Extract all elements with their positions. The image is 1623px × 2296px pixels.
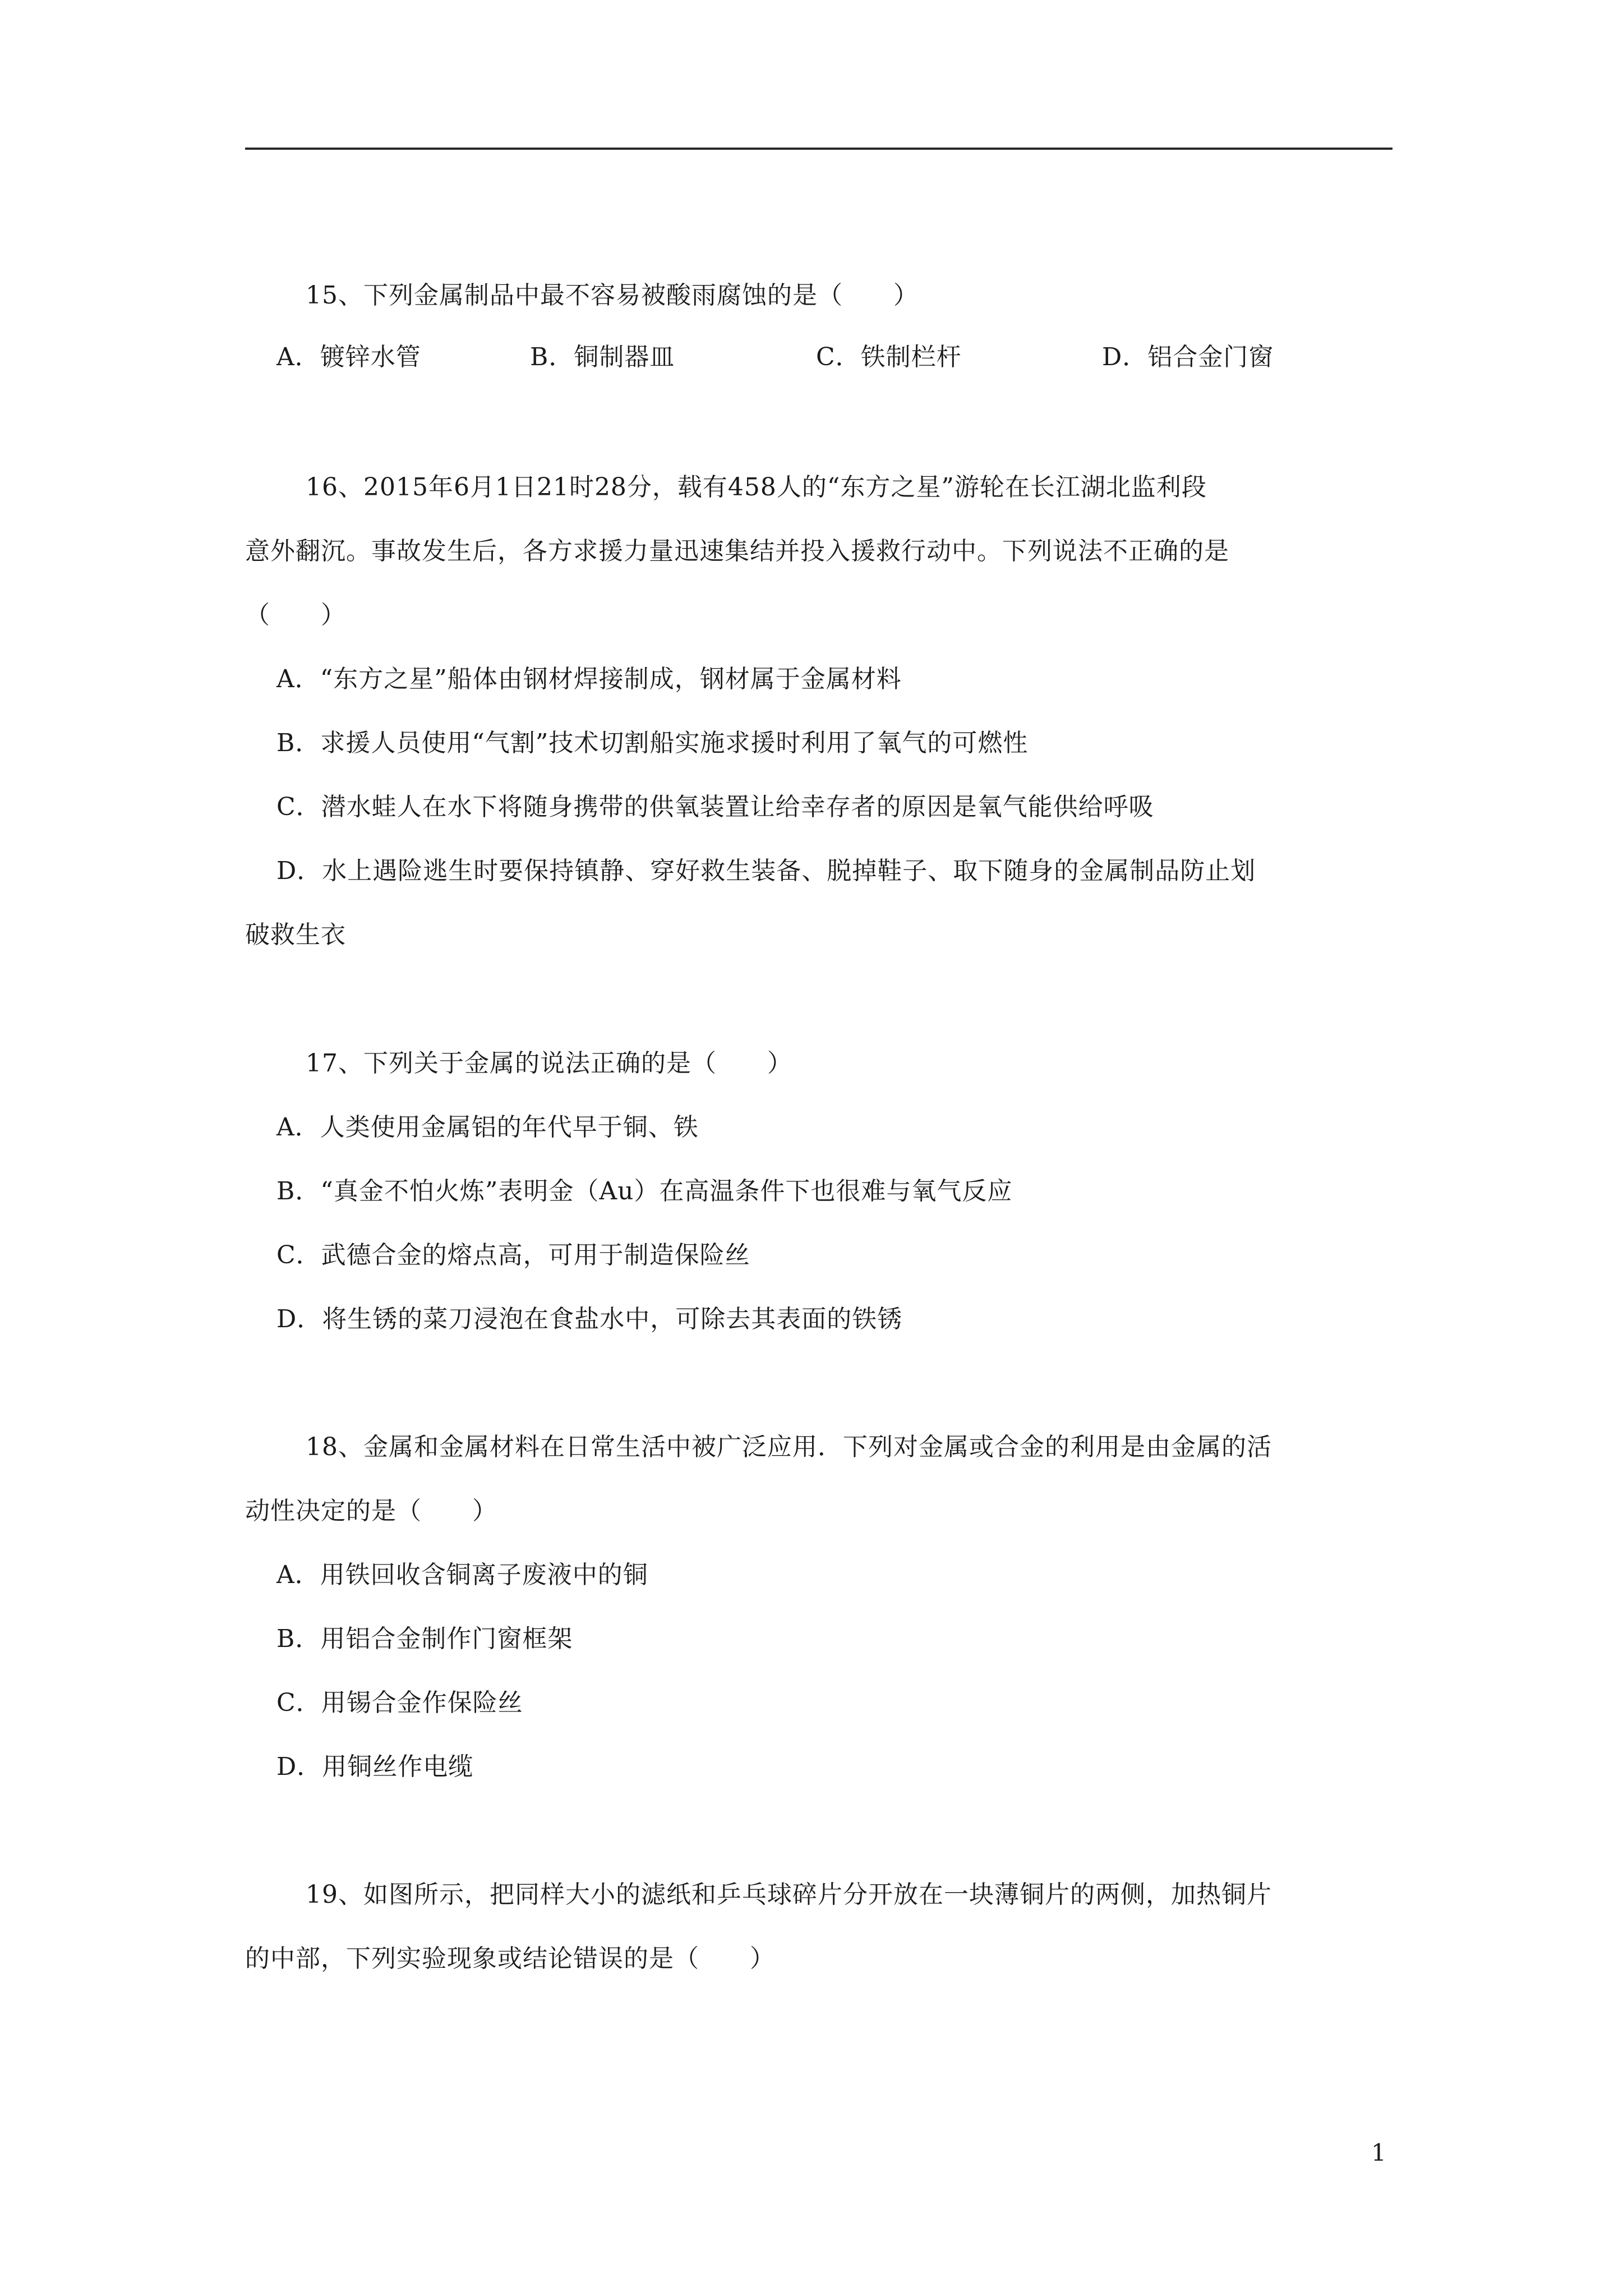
question-16-option-d: D．水上遇险逃生时要保持镇静、穿好救生装备、脱掉鞋子、取下随身的金属制品防止划 [276,857,1256,885]
question-18-stem-line-2: 动性决定的是（ ） [245,1497,497,1525]
question-17-option-d: D．将生锈的菜刀浸泡在食盐水中，可除去其表面的铁锈 [276,1305,903,1333]
question-18-option-c: C．用锡合金作保险丝 [276,1688,523,1717]
question-16-option-d-continuation: 破救生衣 [245,921,346,949]
question-18-option-b: B．用铝合金制作门窗框架 [276,1625,573,1653]
question-19-stem-line-2: 的中部，下列实验现象或结论错误的是（ ） [245,1944,775,1973]
question-16-option-c: C．潜水蛙人在水下将随身携带的供氧装置让给幸存者的原因是氧气能供给呼吸 [276,793,1154,821]
question-18-stem-line-1: 18、金属和金属材料在日常生活中被广泛应用．下列对金属或合金的利用是由金属的活 [306,1433,1272,1461]
question-17-option-b: B．“真金不怕火炼”表明金（Au）在高温条件下也很难与氧气反应 [276,1177,1013,1205]
question-15-option-c: C．铁制栏杆 [816,343,962,371]
header-rule [245,148,1393,150]
question-15-stem: 15、下列金属制品中最不容易被酸雨腐蚀的是（ ） [306,281,919,310]
question-19-stem-line-1: 19、如图所示，把同样大小的滤纸和乒乓球碎片分开放在一块薄铜片的两侧，加热铜片 [306,1880,1272,1909]
question-15-option-d: D．铝合金门窗 [1102,343,1274,371]
question-18-option-d: D．用铜丝作电缆 [276,1752,474,1781]
question-16-stem-line-3: （ ） [245,601,346,629]
question-16-stem-line-1: 16、2015年6月1日21时28分，载有458人的“东方之星”游轮在长江湖北监利段 [306,473,1207,501]
question-17-option-a: A．人类使用金属铝的年代早于铜、铁 [276,1113,699,1142]
question-16-option-b: B．求援人员使用“气割”技术切割船实施求援时利用了氧气的可燃性 [276,729,1029,757]
question-17-option-c: C．武德合金的熔点高，可用于制造保险丝 [276,1241,750,1269]
question-15-option-b: B．铜制器皿 [530,343,675,371]
question-17-stem: 17、下列关于金属的说法正确的是（ ） [306,1049,792,1078]
page-number: 1 [1371,2139,1386,2166]
question-18-option-a: A．用铁回收含铜离子废液中的铜 [276,1561,648,1589]
question-16-option-a: A．“东方之星”船体由钢材焊接制成，钢材属于金属材料 [276,665,902,693]
question-15-options [0,341,1623,374]
question-15-option-a: A．镀锌水管 [276,343,421,371]
question-16-stem-line-2: 意外翻沉。事故发生后，各方求援力量迅速集结并投入援救行动中。下列说法不正确的是 [245,537,1229,565]
